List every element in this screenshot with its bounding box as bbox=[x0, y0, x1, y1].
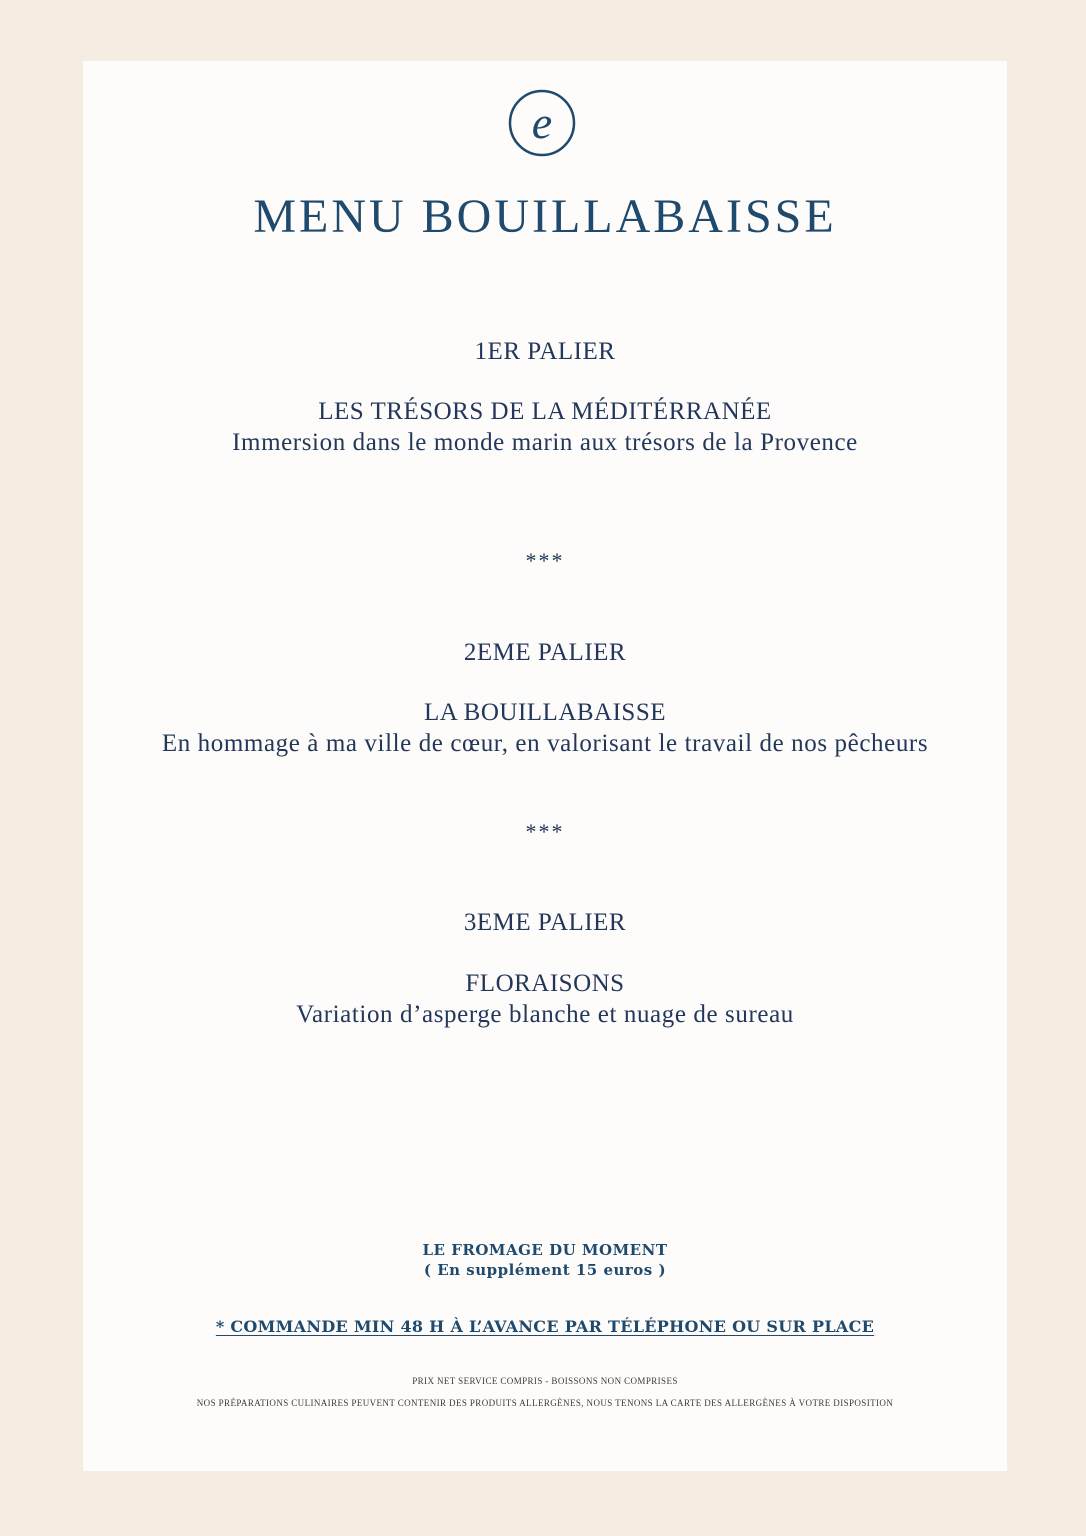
restaurant-logo bbox=[507, 88, 577, 158]
course-3-description: Variation d’asperge blanche et nuage de sureau bbox=[296, 1001, 794, 1028]
course-1-level: 1ER PALIER bbox=[474, 338, 616, 365]
course-1-dish: LES TRÉSORS DE LA MÉDITÉRRANÉE bbox=[318, 398, 772, 425]
order-note bbox=[83, 1317, 1007, 1337]
menu-card bbox=[83, 61, 1007, 1471]
separator-1: *** bbox=[525, 548, 565, 573]
cheese-title: LE FROMAGE DU MOMENT bbox=[422, 1241, 668, 1259]
course-2-dish: LA BOUILLABAISSE bbox=[423, 699, 667, 726]
course-1-description: Immersion dans le monde marin aux trésors de la Provence bbox=[232, 429, 858, 456]
order-note-text: * COMMANDE MIN 48 H À L’AVANCE PAR TÉLÉPHONE OU SUR PLACE bbox=[215, 1317, 875, 1336]
pricing-note: PRIX NET SERVICE COMPRIS - BOISSONS NON COMPRISES bbox=[412, 1376, 678, 1386]
cheese-supplement: ( En supplément 15 euros ) bbox=[423, 1261, 667, 1279]
course-3-level: 3EME PALIER bbox=[463, 909, 627, 936]
allergens-note: NOS PRÉPARATIONS CULINAIRES PEUVENT CONTENIR DES PRODUITS ALLERGÈNES, NOUS TENONS LA CARTE DES ALLERGÈNES À VOTRE DISPOSITION bbox=[196, 1398, 894, 1408]
separator-2: *** bbox=[525, 819, 565, 844]
course-3-dish: FLORAISONS bbox=[465, 970, 625, 997]
svg-text:e: e bbox=[531, 97, 553, 148]
course-2-level: 2EME PALIER bbox=[463, 639, 627, 666]
course-2-description: En hommage à ma ville de cœur, en valorisant le travail de nos pêcheurs bbox=[161, 730, 929, 757]
menu-title: MENU BOUILLABAISSE bbox=[253, 190, 837, 243]
